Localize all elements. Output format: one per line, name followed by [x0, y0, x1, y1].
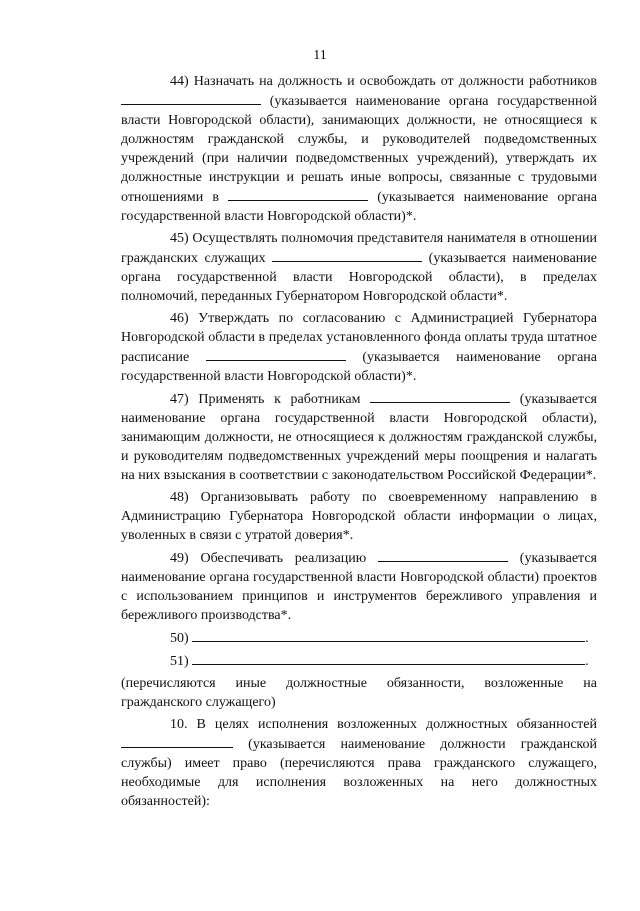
item-49: 49) Обеспечивать реализацию (указывается наименование органа государственной власти Новгородской области) проектов с использованием принципов и инструментов бережливого управления и бережливого производства*. — [121, 548, 597, 625]
item-51: 51) . — [121, 651, 597, 671]
document-body — [121, 72, 597, 814]
section-10: 10. В целях исполнения возложенных должностных обязанностей (указывается наименование должности гражданской службы) имеет право (перечисляются права гражданского служащего, необходимые для исполнения возложенных на него должностных обязанностей): — [121, 717, 597, 809]
blank-field — [121, 91, 261, 105]
blank-field — [121, 734, 233, 748]
blank-field — [206, 347, 346, 361]
blank-field — [228, 187, 368, 201]
page-number: 11 — [313, 48, 327, 63]
instruction-note: (перечисляются иные должностные обязанности, возложенные на гражданского служащего) — [121, 676, 597, 710]
item-44: 44) Назначать на должность и освобождать от должности работников (указывается наименование органа государственной власти Новгородской области), занимающих должности, не относящиеся к должностям гражданской службы, и руководителей подведомственных учреждений (при наличии подведомственных учреждений), утверждать их должностные инструкции и решать иные вопросы, связанные с трудовыми отношениями в (указывается наименование органа государственной власти Новгородской области)*. — [121, 74, 597, 224]
item-45: 45) Осуществлять полномочия представителя нанимателя в отношении гражданских служащих (указывается наименование органа государственной власти Новгородской области), в пределах полномочий, переданных Губернатором Новгородской области*. — [121, 231, 597, 304]
blank-line — [192, 651, 585, 665]
item-number: 46) — [170, 311, 189, 326]
blank-field — [370, 389, 510, 403]
item-number: 47) — [170, 392, 189, 407]
item-48: 48) Организовывать работу по своевременному направлению в Администрацию Губернатора Новгородской области информации о лицах, уволенных в связи с утратой доверия*. — [121, 490, 597, 543]
item-number: 45) — [170, 231, 189, 246]
item-number: 49) — [170, 551, 189, 566]
blank-field — [272, 248, 422, 262]
item-47: 47) Применять к работникам (указывается наименование органа государственной власти Новгородской области), занимающим должности, не относящиеся к должностям гражданской службы, и руководителям подведомственных учреждений меры поощрения и налагать на них взыскания в соответствии с законодательством Российской Федерации*. — [121, 389, 597, 485]
item-50: 50) . — [121, 628, 597, 648]
blank-field — [378, 548, 508, 562]
blank-line — [192, 628, 585, 642]
item-number: 44) — [170, 74, 189, 89]
item-number: 48) — [170, 490, 189, 505]
item-46: 46) Утверждать по согласованию с Администрацией Губернатора Новгородской области в пределах установленного фонда оплаты труда штатное расписание (указывается наименование органа государственной власти Новгородской области)*. — [121, 311, 597, 384]
